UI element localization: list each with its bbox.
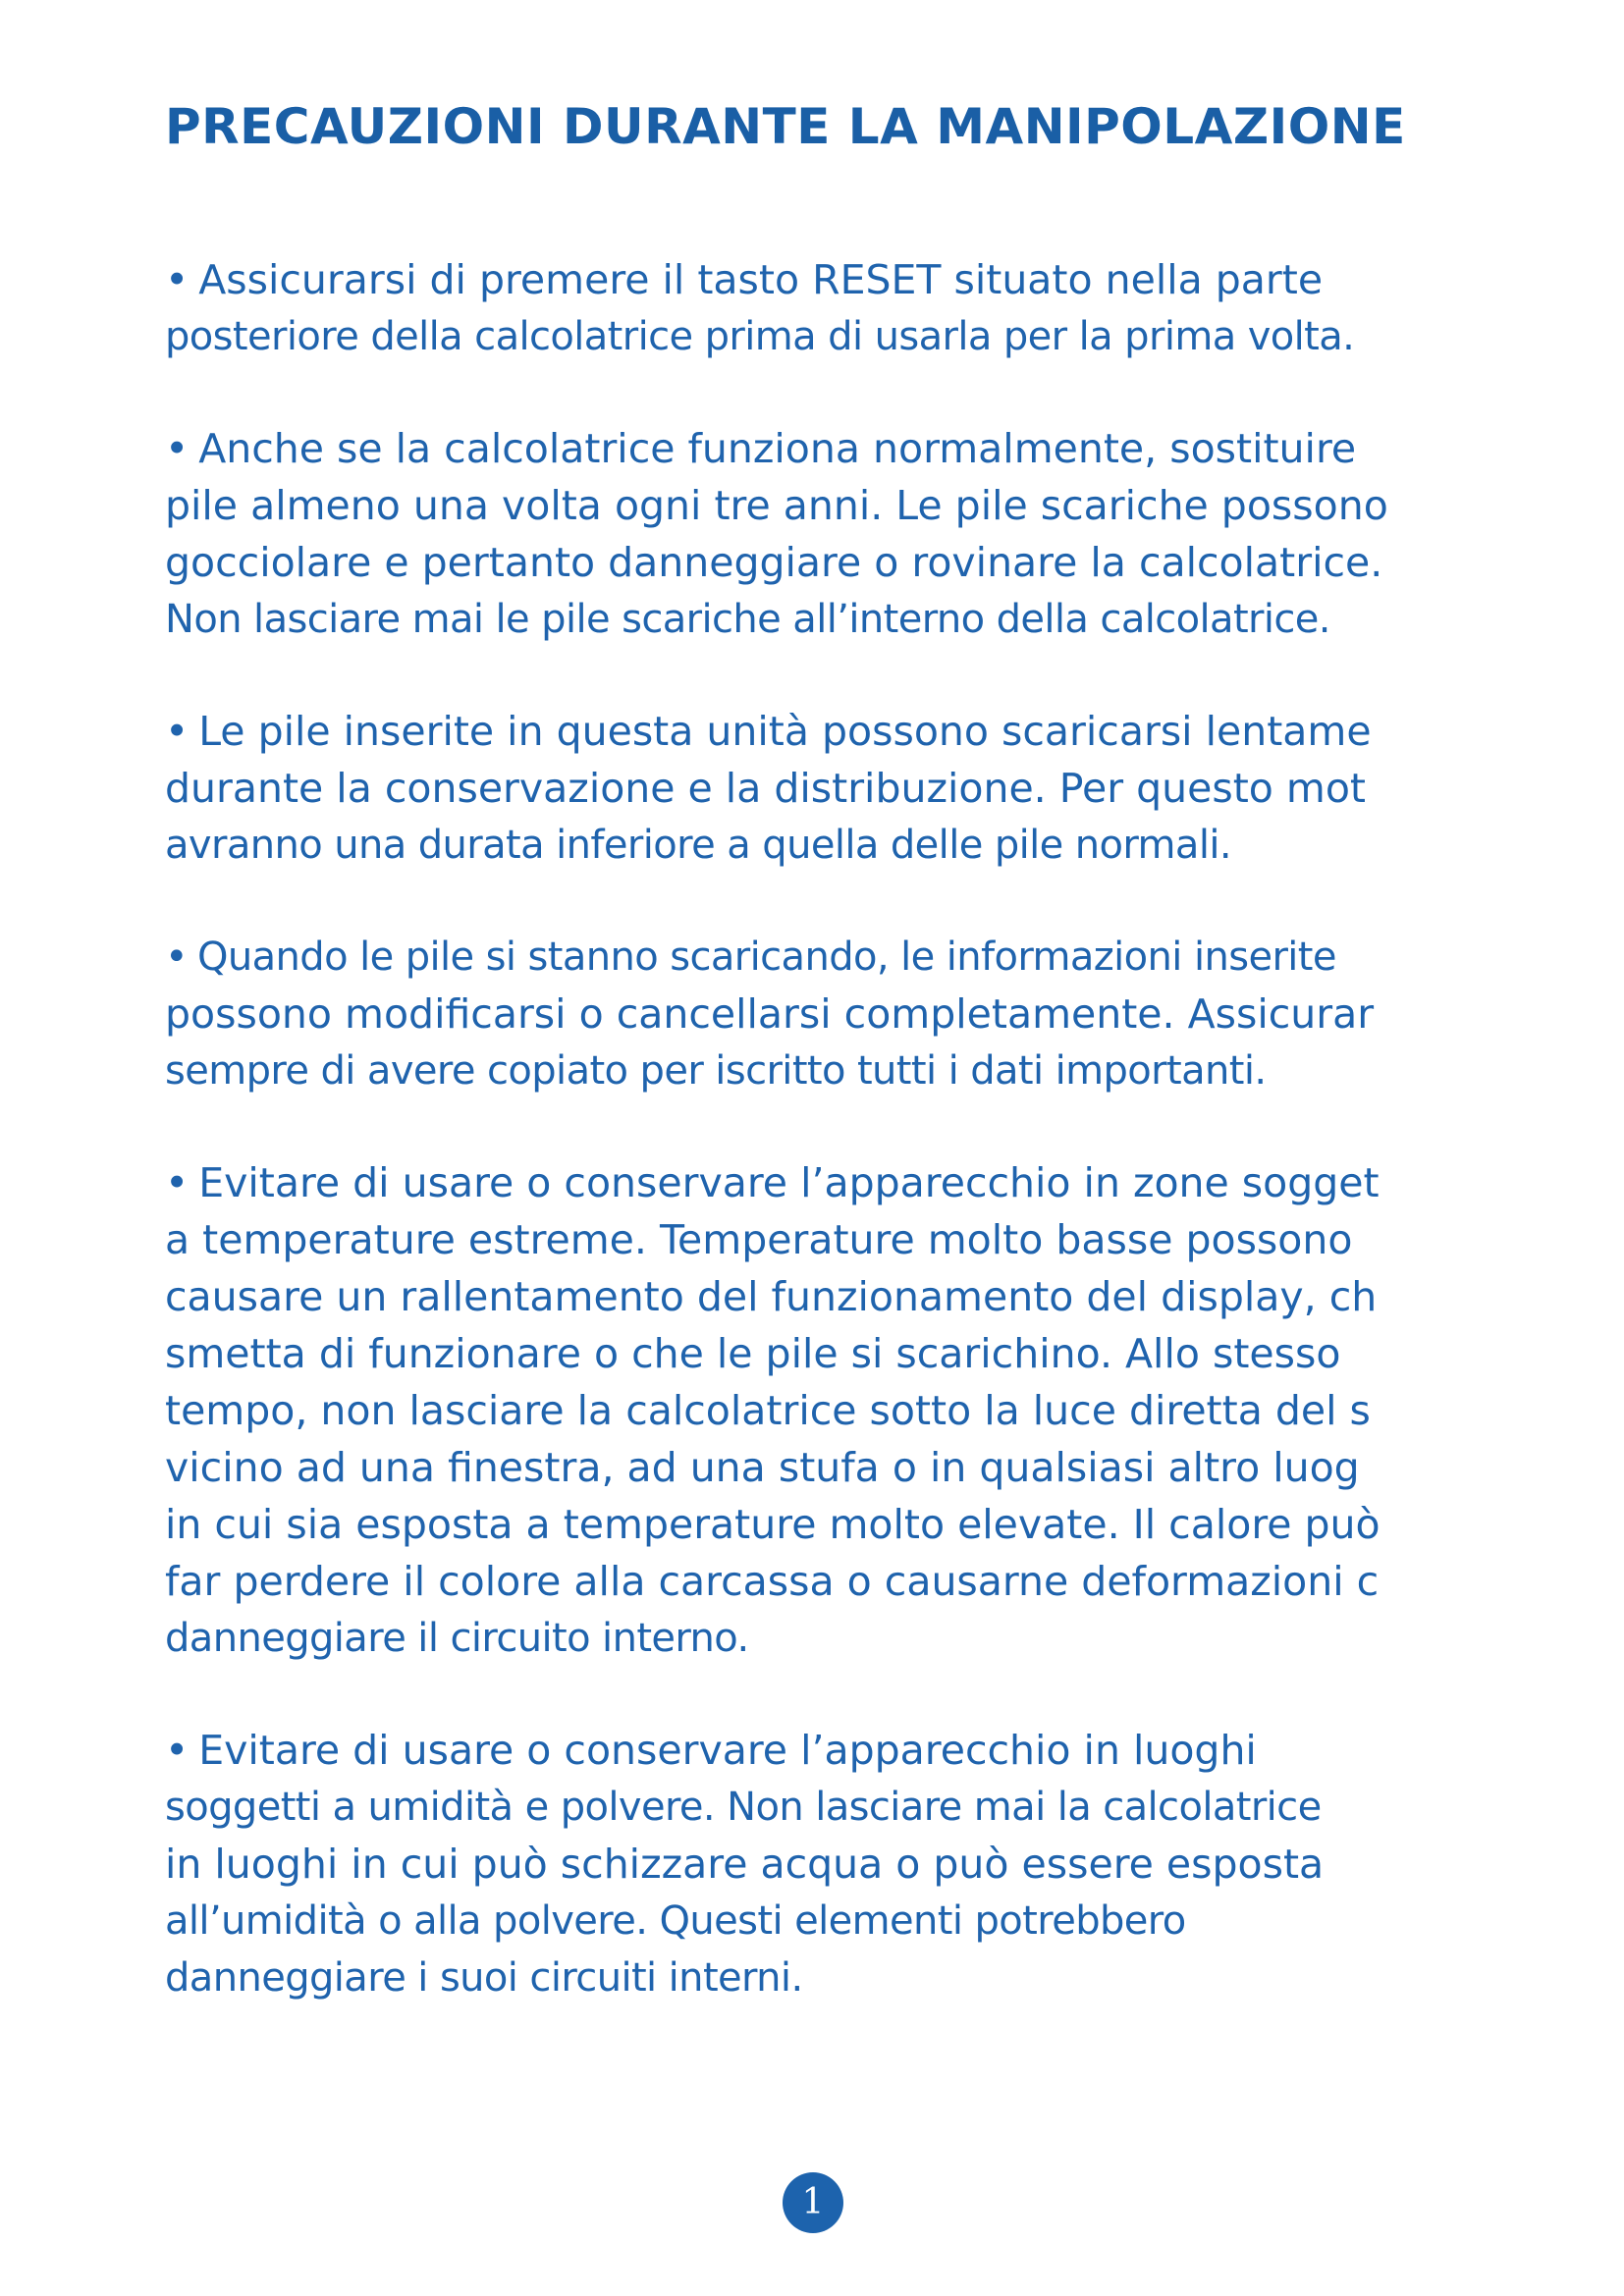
precaution-paragraph-6 xyxy=(165,1722,1520,2006)
paragraph-line: all’umidità o alla polvere. Questi elementi potrebbero xyxy=(165,1898,1186,1944)
paragraph-line: in cui sia esposta a temperature molto elevate. Il calore può xyxy=(165,1501,1380,1548)
paragraph-line: posteriore della calcolatrice prima di usarla per la prima volta. xyxy=(165,314,1355,359)
bullet-icon: • xyxy=(165,934,188,980)
paragraph-line: • Quando le pile si stanno scaricando, le informazioni inserite xyxy=(165,929,1520,986)
paragraph-line: in luoghi in cui può schizzare acqua o può essere esposta xyxy=(165,1841,1325,1888)
paragraph-line: tempo, non lasciare la calcolatrice sotto la luce diretta del s xyxy=(165,1387,1371,1434)
paragraph-line: smetta di funzionare o che le pile si scarichino. Allo stesso xyxy=(165,1330,1341,1377)
precaution-paragraph-1 xyxy=(165,251,1520,365)
paragraph-line: • Evitare di usare o conservare l’apparecchio in zone sogget xyxy=(165,1154,1520,1211)
paragraph-line: • Assicurarsi di premere il tasto RESET situato nella parte xyxy=(165,251,1520,308)
paragraph-line: Non lasciare mai le pile scariche all’interno della calcolatrice. xyxy=(165,597,1330,642)
paragraph-line: far perdere il colore alla carcassa o causarne deformazioni c xyxy=(165,1558,1380,1605)
bullet-icon: • xyxy=(165,425,189,472)
paragraph-line: • Le pile inserite in questa unità possono scaricarsi lentame xyxy=(165,703,1520,760)
bullet-icon: • xyxy=(165,1159,189,1206)
paragraph-line: avranno una durata inferiore a quella delle pile normali. xyxy=(165,823,1231,868)
paragraph-line: a temperature estreme. Temperature molto basse possono xyxy=(165,1216,1353,1263)
paragraph-line: danneggiare i suoi circuiti interni. xyxy=(165,1955,803,2001)
paragraph-line: gocciolare e pertanto danneggiare o rovinare la calcolatrice. xyxy=(165,539,1383,586)
page-title: PRECAUZIONI DURANTE LA MANIPOLAZIONE xyxy=(165,98,1406,155)
paragraph-line: danneggiare il circuito interno. xyxy=(165,1616,749,1661)
bullet-icon: • xyxy=(165,256,189,303)
paragraph-line: durante la conservazione e la distribuzione. Per questo mot xyxy=(165,765,1366,812)
precaution-paragraph-4 xyxy=(165,929,1520,1099)
precaution-paragraph-3 xyxy=(165,703,1520,874)
paragraph-line: • Anche se la calcolatrice funziona normalmente, sostituire xyxy=(165,420,1520,477)
paragraph-line: causare un rallentamento del funzionamento del display, ch xyxy=(165,1273,1378,1320)
paragraph-line: vicino ad una finestra, ad una stufa o in qualsiasi altro luog xyxy=(165,1444,1360,1491)
paragraph-line: sempre di avere copiato per iscritto tutti i dati importanti. xyxy=(165,1048,1267,1094)
page-number-badge: 1 xyxy=(783,2172,843,2233)
precautions-list xyxy=(165,251,1520,2061)
bullet-icon: • xyxy=(165,708,189,755)
bullet-icon: • xyxy=(165,1727,189,1774)
precaution-paragraph-2 xyxy=(165,420,1520,648)
paragraph-line: pile almeno una volta ogni tre anni. Le pile scariche possono xyxy=(165,482,1388,529)
paragraph-line: soggetti a umidità e polvere. Non lasciare mai la calcolatrice xyxy=(165,1785,1322,1830)
paragraph-line: possono modificarsi o cancellarsi completamente. Assicurar xyxy=(165,990,1375,1038)
precaution-paragraph-5 xyxy=(165,1154,1520,1667)
paragraph-line: • Evitare di usare o conservare l’apparecchio in luoghi xyxy=(165,1722,1520,1779)
